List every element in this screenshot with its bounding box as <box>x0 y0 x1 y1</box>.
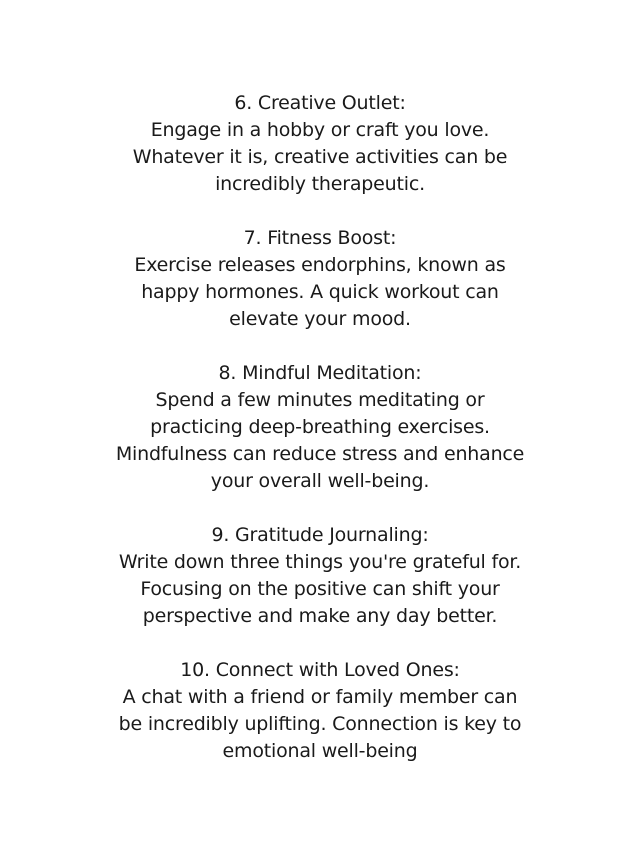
tip-body-line: practicing deep-breathing exercises. <box>150 416 490 438</box>
tip-body-line: Spend a few minutes meditating or <box>155 389 485 411</box>
tip-connect-loved-ones <box>0 657 640 765</box>
tip-heading: 6. Creative Outlet: <box>234 92 406 114</box>
tip-body-line: Mindfulness can reduce stress and enhance <box>115 443 525 465</box>
tip-gratitude-journaling <box>0 522 640 630</box>
tip-body-line: Whatever it is, creative activities can be <box>132 146 508 168</box>
tip-body-line: elevate your mood. <box>229 308 411 330</box>
tip-body-line: perspective and make any day better. <box>142 605 498 627</box>
tip-mindful-meditation <box>0 360 640 495</box>
tip-heading: 9. Gratitude Journaling: <box>211 524 429 546</box>
tip-body-line: Focusing on the positive can shift your <box>140 578 500 600</box>
tip-body-line: incredibly therapeutic. <box>215 173 425 195</box>
tip-body-line: Engage in a hobby or craft you love. <box>150 119 490 141</box>
tip-heading: 8. Mindful Meditation: <box>218 362 422 384</box>
tips-document <box>0 90 640 792</box>
tip-creative-outlet <box>0 90 640 198</box>
tip-body-line: happy hormones. A quick workout can <box>141 281 499 303</box>
tip-fitness-boost <box>0 225 640 333</box>
tip-body-line: Write down three things you're grateful for. <box>118 551 522 573</box>
tip-body-line: be incredibly uplifting. Connection is key to <box>118 713 522 735</box>
tip-body-line: Exercise releases endorphins, known as <box>134 254 506 276</box>
tip-body-line: emotional well-being <box>222 740 418 762</box>
tip-body-line: A chat with a friend or family member can <box>122 686 518 708</box>
tip-heading: 10. Connect with Loved Ones: <box>180 659 460 681</box>
tip-body-line: your overall well-being. <box>210 470 430 492</box>
tip-heading: 7. Fitness Boost: <box>243 227 397 249</box>
